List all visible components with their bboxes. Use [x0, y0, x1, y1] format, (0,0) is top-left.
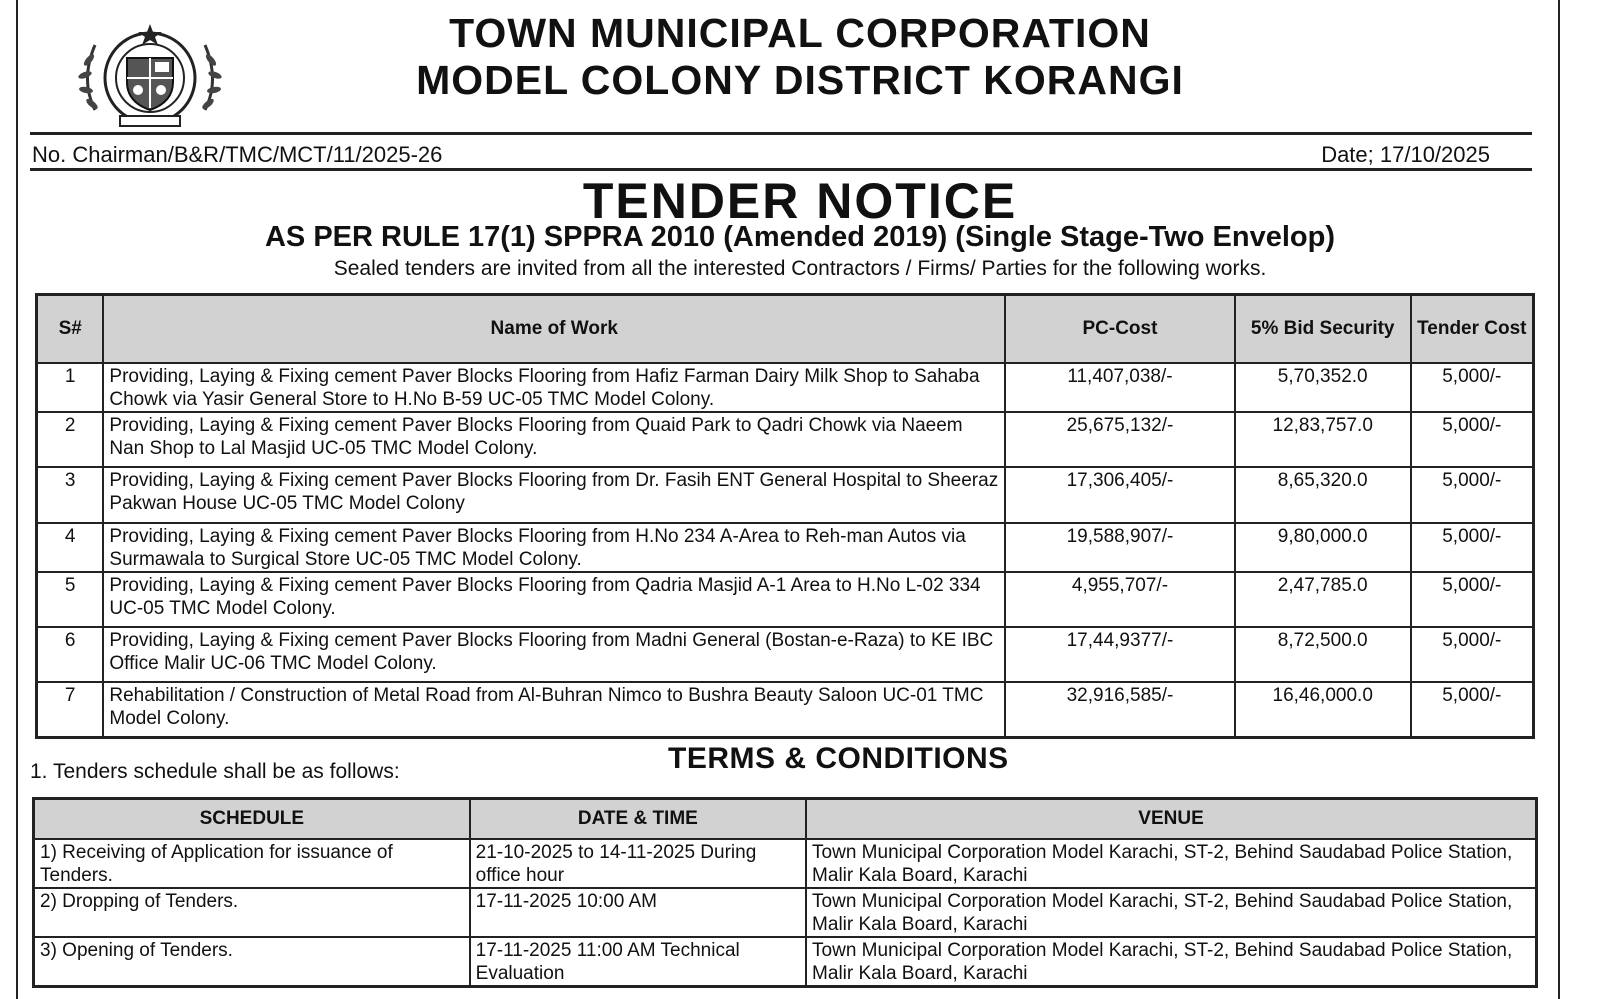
col-header-venue: VENUE: [806, 799, 1536, 840]
col-header-date-time: DATE & TIME: [470, 799, 806, 840]
col-header-name-of-work: Name of Work: [103, 295, 1005, 364]
cell-sn: 3: [37, 467, 104, 523]
cell-tender-cost: 5,000/-: [1411, 467, 1534, 523]
cell-pc-cost: 25,675,132/-: [1005, 412, 1235, 467]
cell-schedule: 3) Opening of Tenders.: [34, 937, 470, 987]
org-name-line2: MODEL COLONY DISTRICT KORANGI: [416, 57, 1184, 103]
cell-name-of-work: Rehabilitation / Construction of Metal Road from Al-Buhran Nimco to Bushra Beauty Saloon UC-01 TMC Model Colony.: [103, 682, 1005, 737]
org-name-line1: TOWN MUNICIPAL CORPORATION: [449, 10, 1151, 56]
cell-bid-security: 2,47,785.0: [1235, 572, 1411, 627]
schedule-table: [32, 797, 1538, 988]
cell-venue: Town Municipal Corporation Model Karachi, ST-2, Behind Saudabad Police Station, Malir Kala Board, Karachi: [806, 937, 1536, 987]
table-row: [37, 363, 1534, 412]
cell-tender-cost: 5,000/-: [1411, 363, 1534, 412]
table-row: [37, 412, 1534, 467]
cell-name-of-work: Providing, Laying & Fixing cement Paver Blocks Flooring from Madni General (Bostan-e-Raza) to KE IBC Office Malir UC-06 TMC Model Colony.: [103, 627, 1005, 682]
cell-name-of-work: Providing, Laying & Fixing cement Paver Blocks Flooring from Qadria Masjid A-1 Area to H.No L-02 334 UC-05 TMC Model Colony.: [103, 572, 1005, 627]
cell-pc-cost: 19,588,907/-: [1005, 523, 1235, 572]
cell-tender-cost: 5,000/-: [1411, 412, 1534, 467]
col-header-pc-cost: PC-Cost: [1005, 295, 1235, 364]
intro-text: Sealed tenders are invited from all the interested Contractors / Firms/ Parties for the following works.: [333, 257, 1267, 280]
cell-tender-cost: 5,000/-: [1411, 572, 1534, 627]
cell-tender-cost: 5,000/-: [1411, 523, 1534, 572]
cell-name-of-work: Providing, Laying & Fixing cement Paver Blocks Flooring from Dr. Fasih ENT General Hospital to Sheeraz Pakwan House UC-05 TMC Model Colony: [103, 467, 1005, 523]
cell-name-of-work: Providing, Laying & Fixing cement Paver Blocks Flooring from Hafiz Farman Dairy Milk Shop to Sahaba Chowk via Yasir General Store to H.No B-59 UC-05 TMC Model Colony.: [103, 363, 1005, 412]
cell-bid-security: 9,80,000.0: [1235, 523, 1411, 572]
cell-pc-cost: 17,306,405/-: [1005, 467, 1235, 523]
cell-bid-security: 8,72,500.0: [1235, 627, 1411, 682]
cell-sn: 4: [37, 523, 104, 572]
cell-sn: 2: [37, 412, 104, 467]
cell-sn: 1: [37, 363, 104, 412]
col-header-sn: S#: [37, 295, 104, 364]
terms-item-1: 1. Tenders schedule shall be as follows:: [30, 760, 400, 783]
works-header-row: [37, 295, 1534, 364]
cell-sn: 6: [37, 627, 104, 682]
cell-tender-cost: 5,000/-: [1411, 682, 1534, 737]
cell-bid-security: 8,65,320.0: [1235, 467, 1411, 523]
cell-pc-cost: 11,407,038/-: [1005, 363, 1235, 412]
works-table: [35, 293, 1535, 739]
cell-name-of-work: Providing, Laying & Fixing cement Paver Blocks Flooring from Quaid Park to Qadri Chowk via Naeem Nan Shop to Lal Masjid UC-05 TMC Model Colony.: [103, 412, 1005, 467]
cell-name-of-work: Providing, Laying & Fixing cement Paver Blocks Flooring from H.No 234 A-Area to Reh-man Autos via Surmawala to Surgical Store UC-05 TMC Model Colony.: [103, 523, 1005, 572]
cell-schedule: 1) Receiving of Application for issuance of Tenders.: [34, 839, 470, 888]
page-title: TENDER NOTICE: [582, 173, 1018, 229]
cell-date-time: 21-10-2025 to 14-11-2025 During office hour: [470, 839, 806, 888]
cell-date-time: 17-11-2025 10:00 AM: [470, 888, 806, 937]
cell-pc-cost: 32,916,585/-: [1005, 682, 1235, 737]
schedule-header-row: [34, 799, 1537, 840]
table-row: [34, 937, 1537, 987]
terms-title: TERMS & CONDITIONS: [668, 742, 1009, 775]
bottom-divider: [30, 168, 1532, 171]
col-header-schedule: SCHEDULE: [34, 799, 470, 840]
cell-schedule: 2) Dropping of Tenders.: [34, 888, 470, 937]
cell-bid-security: 12,83,757.0: [1235, 412, 1411, 467]
notice-date: Date; 17/10/2025: [1321, 142, 1490, 167]
cell-tender-cost: 5,000/-: [1411, 627, 1534, 682]
top-divider: [30, 132, 1532, 135]
reference-number: No. Chairman/B&R/TMC/MCT/11/2025-26: [32, 142, 443, 167]
table-row: [37, 572, 1534, 627]
cell-pc-cost: 17,44,9377/-: [1005, 627, 1235, 682]
table-row: [37, 627, 1534, 682]
col-header-tender-cost: Tender Cost: [1411, 295, 1534, 364]
table-row: [34, 839, 1537, 888]
municipal-seal-icon: [75, 20, 225, 130]
cell-venue: Town Municipal Corporation Model Karachi, ST-2, Behind Saudabad Police Station, Malir Kala Board, Karachi: [806, 839, 1536, 888]
cell-sn: 7: [37, 682, 104, 737]
cell-bid-security: 16,46,000.0: [1235, 682, 1411, 737]
cell-pc-cost: 4,955,707/-: [1005, 572, 1235, 627]
page-subtitle: AS PER RULE 17(1) SPPRA 2010 (Amended 2019) (Single Stage-Two Envelop): [264, 221, 1336, 253]
table-row: [37, 467, 1534, 523]
col-header-bid-security: 5% Bid Security: [1235, 295, 1411, 364]
cell-sn: 5: [37, 572, 104, 627]
cell-date-time: 17-11-2025 11:00 AM Technical Evaluation: [470, 937, 806, 987]
table-row: [34, 888, 1537, 937]
cell-bid-security: 5,70,352.0: [1235, 363, 1411, 412]
table-row: [37, 523, 1534, 572]
table-row: [37, 682, 1534, 737]
cell-venue: Town Municipal Corporation Model Karachi, ST-2, Behind Saudabad Police Station, Malir Kala Board, Karachi: [806, 888, 1536, 937]
